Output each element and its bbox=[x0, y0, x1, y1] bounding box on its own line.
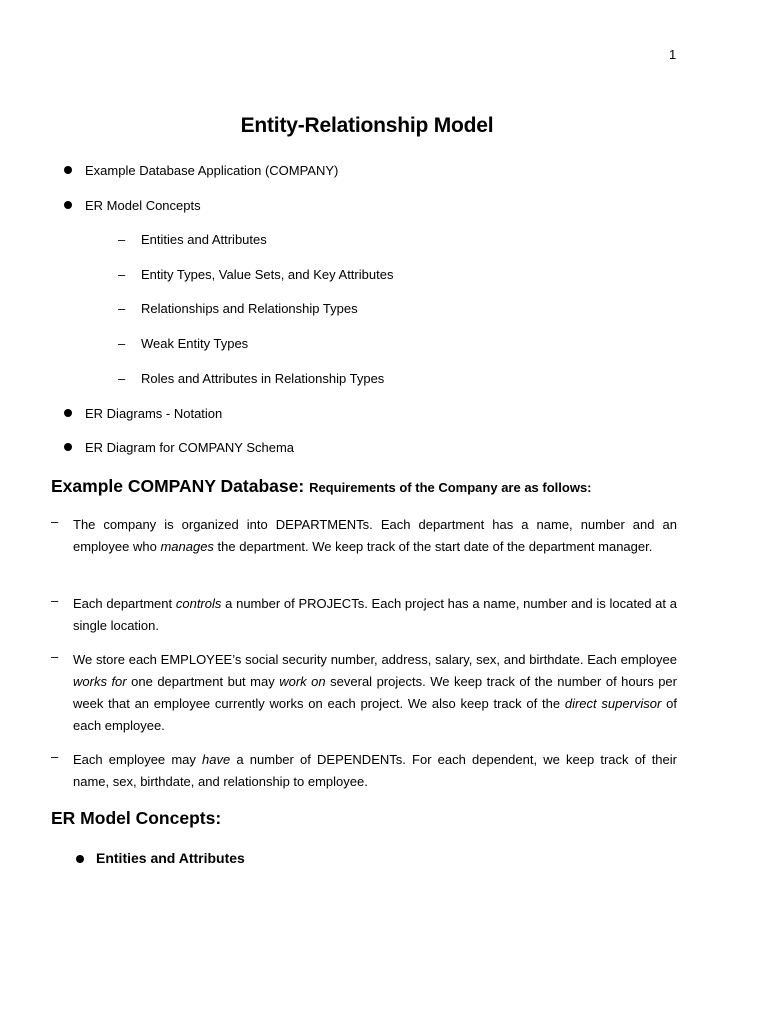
toc-subitem: Roles and Attributes in Relationship Types bbox=[141, 371, 385, 386]
paragraph-text: Each department bbox=[73, 596, 176, 611]
paragraph-text: the department. We keep track of the start date of the department manager. bbox=[213, 539, 653, 554]
bullet-icon bbox=[64, 166, 72, 174]
dash-icon: – bbox=[118, 371, 126, 386]
bullet-icon bbox=[64, 409, 72, 417]
dash-icon: – bbox=[118, 301, 126, 316]
dash-icon: – bbox=[118, 267, 126, 282]
paragraph-text: of each employee. bbox=[73, 696, 677, 733]
dash-icon: – bbox=[118, 336, 126, 351]
page-number: 1 bbox=[669, 47, 677, 62]
dash-icon: – bbox=[51, 749, 59, 764]
emphasis-text: works for bbox=[73, 674, 127, 689]
emphasis-text: manages bbox=[160, 539, 214, 554]
toc-subitem: Entities and Attributes bbox=[141, 232, 267, 247]
dash-icon: – bbox=[118, 232, 126, 247]
emphasis-text: work on bbox=[279, 674, 326, 689]
paragraph-text: several projects. We keep track of the number of hours per week that an employee currently works on each project. We also keep track of the bbox=[73, 674, 677, 711]
requirement-paragraph bbox=[73, 649, 677, 737]
emphasis-text: have bbox=[202, 752, 231, 767]
bullet-icon bbox=[64, 201, 72, 209]
requirement-paragraph bbox=[73, 749, 677, 793]
emphasis-text: controls bbox=[175, 596, 222, 611]
dash-icon: – bbox=[51, 649, 59, 664]
toc-item: ER Model Concepts bbox=[85, 198, 201, 213]
toc-item: ER Diagrams - Notation bbox=[85, 406, 223, 421]
toc-subitem: Weak Entity Types bbox=[141, 336, 249, 351]
paragraph-text: a number of DEPENDENTs. For each dependent, we keep track of their name, sex, birthdate, and relationship to employee. bbox=[73, 752, 677, 789]
paragraph-text: Each employee may bbox=[73, 752, 203, 767]
paragraph-text: one department but may bbox=[126, 674, 280, 689]
bullet-icon bbox=[64, 443, 72, 451]
requirement-paragraph bbox=[73, 593, 677, 637]
paragraph-text: a number of PROJECTs. Each project has a name, number and is located at a single location. bbox=[73, 596, 677, 633]
requirement-paragraph bbox=[73, 514, 677, 558]
section-heading-company-database bbox=[51, 476, 592, 497]
toc-subitem: Entity Types, Value Sets, and Key Attributes bbox=[141, 267, 394, 282]
dash-icon: – bbox=[51, 514, 59, 529]
bullet-icon bbox=[76, 855, 84, 863]
document-title: Entity-Relationship Model bbox=[240, 114, 494, 137]
paragraph-text: We store each EMPLOYEE’s social security number, address, salary, sex, and birthdate. Each employee bbox=[73, 652, 677, 667]
subsection-heading-entities-attributes: Entities and Attributes bbox=[96, 850, 245, 866]
section-heading-er-model-concepts: ER Model Concepts: bbox=[51, 808, 222, 828]
toc-subitem: Relationships and Relationship Types bbox=[141, 301, 358, 316]
emphasis-text: direct supervisor bbox=[564, 696, 662, 711]
section-heading-text: Example COMPANY Database: bbox=[51, 476, 305, 496]
paragraph-text: The company is organized into DEPARTMENTs. Each department has a name, number and an employee who bbox=[73, 517, 677, 554]
toc-item: Example Database Application (COMPANY) bbox=[85, 163, 339, 178]
toc-item: ER Diagram for COMPANY Schema bbox=[85, 440, 295, 455]
dash-icon: – bbox=[51, 593, 59, 608]
section-subheading: Requirements of the Company are as follows: bbox=[309, 480, 592, 495]
